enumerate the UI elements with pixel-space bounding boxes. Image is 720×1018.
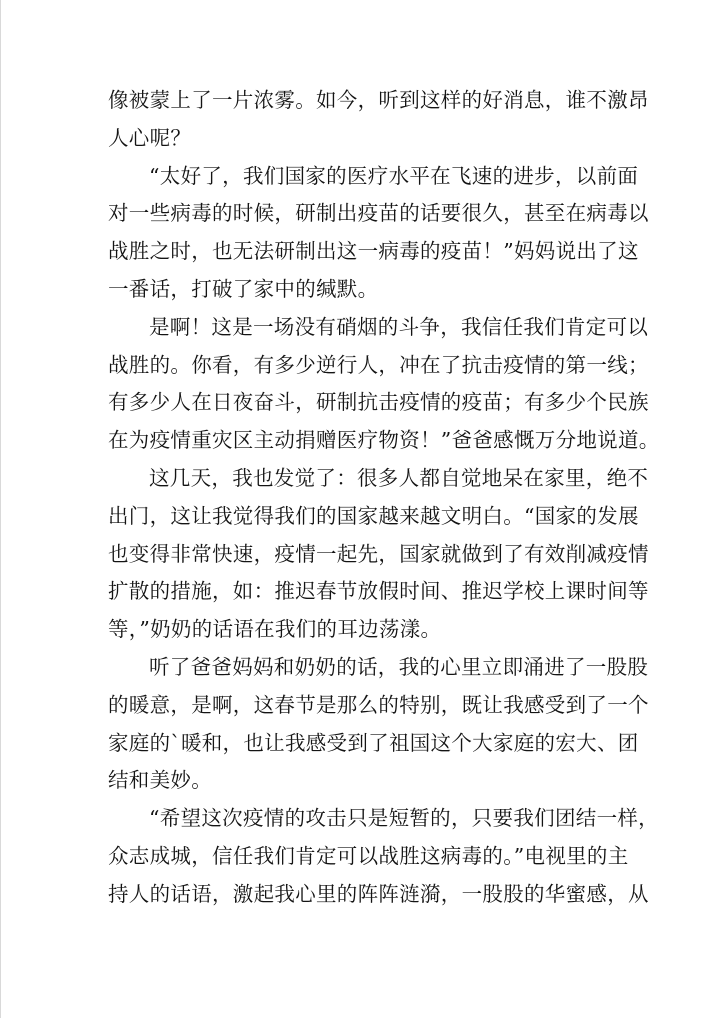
text-line: “太好了，我们国家的医疗水平在飞速的进步，以前面	[149, 163, 639, 188]
text-line: 等，”奶奶的话语在我们的耳边荡漾。	[108, 617, 442, 642]
text-line: 在为疫情重灾区主动捐赠医疗物资！”爸爸感慨万分地说道。	[108, 428, 660, 453]
text-line: 结和美妙。	[108, 768, 212, 793]
text-line: 一番话，打破了家中的缄默。	[108, 276, 379, 301]
text-line: 出门，这让我觉得我们的国家越来越文明白。“国家的发展	[108, 503, 639, 528]
text-line: 也变得非常快速，疫情一起先，国家就做到了有效削减疫情	[108, 541, 649, 566]
text-line: 的暖意，是啊，这春节是那么的特别，既让我感受到了一个	[108, 692, 649, 717]
text-line: 家庭的`暖和，也让我感受到了祖国这个大家庭的宏大、团	[108, 730, 639, 755]
text-line: 持人的话语，激起我心里的阵阵涟漪，一股股的华蜜感，从	[108, 881, 649, 906]
text-line: 像被蒙上了一片浓雾。如今，听到这样的好消息，谁不激昂	[108, 88, 649, 112]
text-line: 有多少人在日夜奋斗，研制抗击疫情的疫苗；有多少个民族	[108, 390, 649, 415]
text-line: 这几天，我也发觉了：很多人都自觉地呆在家里，绝不	[149, 465, 649, 490]
text-line: 对一些病毒的时候，研制出疫苗的话要很久，甚至在病毒以	[108, 201, 649, 226]
text-line: 扩散的措施，如：推迟春节放假时间、推迟学校上课时间等	[108, 579, 649, 604]
text-line: 人心呢？	[108, 125, 192, 150]
text-line: 是啊！这是一场没有硝烟的斗争，我信任我们肯定可以	[149, 314, 649, 339]
text-line: 战胜的。你看，有多少逆行人，冲在了抗击疫情的第一线；	[108, 352, 649, 377]
text-line: “希望这次疫情的攻击只是短暂的，只要我们团结一样，	[149, 806, 659, 831]
text-line: 听了爸爸妈妈和奶奶的话，我的心里立即涌进了一股股	[149, 654, 649, 679]
document-body	[108, 82, 660, 914]
text-line: 众志成城，信任我们肯定可以战胜这病毒的。”电视里的主	[108, 843, 629, 868]
text-line: 战胜之时，也无法研制出这一病毒的疫苗！”妈妈说出了这	[108, 239, 639, 264]
